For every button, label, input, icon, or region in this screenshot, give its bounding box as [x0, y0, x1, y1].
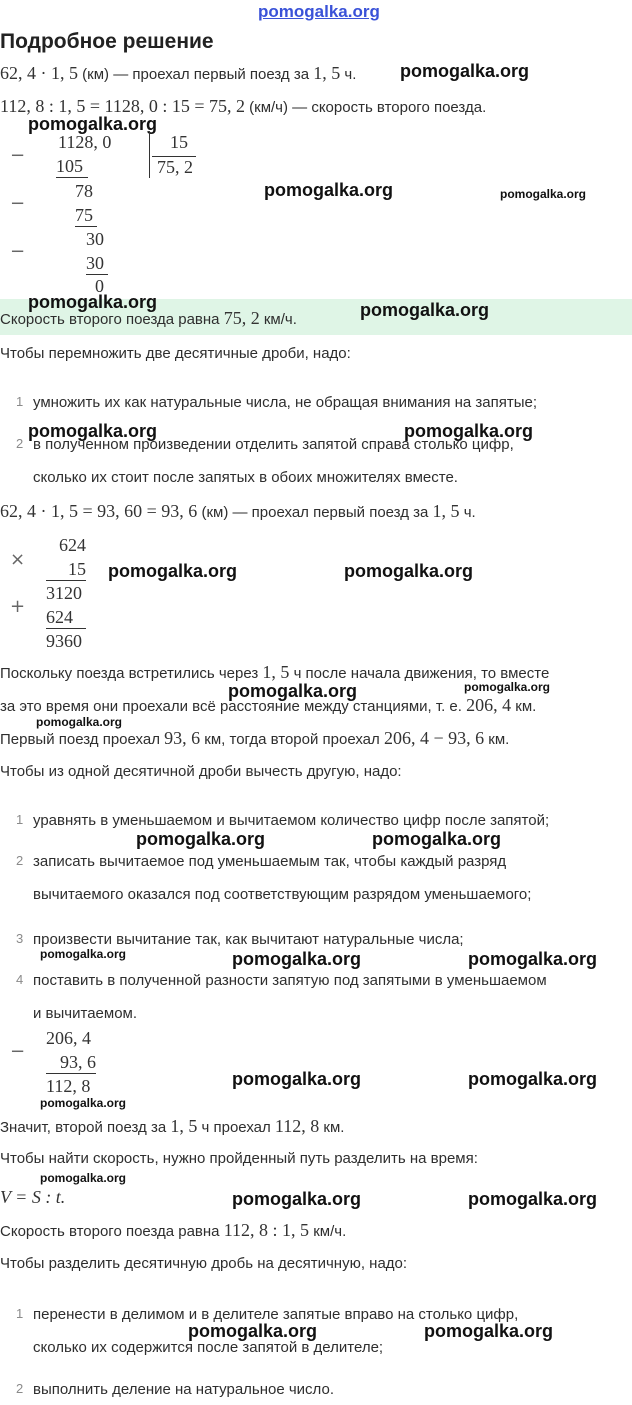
rule-sub-step-4-cont: и вычитаемом.	[33, 1005, 138, 1022]
watermark: pomogalka.org	[468, 1069, 598, 1089]
division-remainder-final: 0	[95, 276, 104, 296]
rule-sub-step-1: уравнять в уменьшаемом и вычитаемом количество цифр после запятой;	[33, 812, 550, 829]
watermark: pomogalka.org	[360, 300, 490, 320]
division-bracket	[149, 132, 150, 178]
line-first-train: 62, 4 · 1, 5 (км) — проехал первый поезд за 1, 5 ч.	[0, 63, 357, 83]
sub-subtrahend: 93, 6	[46, 1052, 96, 1074]
watermark: pomogalka.org	[28, 114, 158, 134]
division-quotient: 75, 2	[157, 157, 193, 177]
rule-div-step-1: перенести в делимом и в делителе запятые вправо на столько цифр,	[33, 1306, 519, 1323]
watermark: pomogalka.org	[344, 561, 474, 581]
watermark: pomogalka.org	[108, 561, 238, 581]
sub-result: 112, 8	[46, 1076, 91, 1096]
watermark: pomogalka.org	[188, 1321, 318, 1341]
rule-sub-step-3: произвести вычитание так, как вычитают натуральные числа;	[33, 931, 464, 948]
watermark: pomogalka.org	[40, 1096, 127, 1110]
rule-sub-step-2-cont: вычитаемого оказался под соответствующим разрядом уменьшаемого;	[33, 886, 532, 903]
watermark: pomogalka.org	[28, 421, 158, 441]
watermark: pomogalka.org	[232, 1069, 362, 1089]
watermark: pomogalka.org	[36, 715, 123, 729]
watermark: pomogalka.org	[468, 949, 598, 969]
mult-factor-b: 15	[46, 559, 86, 581]
step-number: 1	[16, 394, 24, 409]
line-second-speed-expr: Скорость второго поезда равна 112, 8 : 1, 5 км/ч.	[0, 1220, 347, 1240]
division-remainder-1: 78	[75, 181, 93, 201]
minus-sign: −	[10, 193, 26, 214]
watermark: pomogalka.org	[28, 292, 158, 312]
watermark: pomogalka.org	[372, 829, 502, 849]
step-number: 1	[16, 1306, 24, 1321]
sub-minuend: 206, 4	[46, 1028, 91, 1048]
watermark: pomogalka.org	[228, 681, 358, 701]
line-distance: Первый поезд проехал 93, 6 км, тогда второй проехал 206, 4 − 93, 6 км.	[0, 728, 510, 748]
watermark: pomogalka.org	[40, 947, 127, 961]
line-second-distance: Значит, второй поезд за 1, 5 ч проехал 112, 8 км.	[0, 1116, 345, 1136]
rule-mult-intro: Чтобы перемножить две десятичные дроби, надо:	[0, 345, 351, 362]
minus-sign: −	[10, 241, 26, 262]
rule-sub-intro: Чтобы из одной десятичной дроби вычесть другую, надо:	[0, 763, 402, 780]
mult-partial-1: 3120	[46, 583, 82, 603]
rule-div-step-1-cont: сколько их содержится после запятой в делителе;	[33, 1339, 384, 1356]
para-meet-line-1: Поскольку поезда встретились через 1, 5 ч после начала движения, то вместе	[0, 662, 550, 682]
rule-mult-step-2-cont: сколько их стоит после запятых в обоих множителях вместе.	[33, 469, 458, 486]
step-number: 2	[16, 436, 24, 451]
watermark: pomogalka.org	[264, 180, 394, 200]
step-number: 2	[16, 1381, 24, 1396]
watermark: pomogalka.org	[40, 1171, 127, 1185]
watermark: pomogalka.org	[136, 829, 266, 849]
division-subtrahend-2: 75	[75, 205, 97, 227]
plus-sign: +	[10, 596, 26, 617]
division-dividend: 1128, 0	[58, 132, 112, 152]
division-subtrahend-3: 30	[86, 253, 108, 275]
watermark: pomogalka.org	[424, 1321, 554, 1341]
rule-mult-step-1: умножить их как натуральные числа, не обращая внимания на запятые;	[33, 394, 538, 411]
rule-div-step-2: выполнить деление на натуральное число.	[33, 1381, 334, 1398]
mult-factor-a: 624	[59, 535, 86, 555]
division-remainder-2: 30	[86, 229, 104, 249]
division-divisor: 15	[170, 132, 188, 152]
rule-sub-step-4: поставить в полученной разности запятую под запятыми в уменьшаемом	[33, 972, 547, 989]
rule-div-intro: Чтобы разделить десятичную дробь на десятичную, надо:	[0, 1255, 408, 1272]
line-second-speed: 112, 8 : 1, 5 = 1128, 0 : 15 = 75, 2 (км/ч) — скорость второго поезда.	[0, 96, 487, 116]
step-number: 4	[16, 972, 24, 987]
watermark: pomogalka.org	[232, 1189, 362, 1209]
mult-result: 9360	[46, 631, 82, 651]
step-number: 3	[16, 931, 24, 946]
step-number: 2	[16, 853, 24, 868]
page-title: Подробное решение	[0, 30, 214, 53]
para-meet-line-2: за это время они проехали всё расстояние между станциями, т. е. 206, 4 км.	[0, 695, 537, 715]
watermark: pomogalka.org	[404, 421, 534, 441]
watermark: pomogalka.org	[400, 61, 530, 81]
minus-sign: −	[10, 145, 26, 166]
times-sign: ×	[10, 549, 26, 570]
mult-partial-2: 624	[46, 607, 86, 629]
speed-rule: Чтобы найти скорость, нужно пройденный путь разделить на время:	[0, 1150, 478, 1167]
watermark: pomogalka.org	[232, 949, 362, 969]
watermark: pomogalka.org	[464, 680, 551, 694]
rule-sub-step-2: записать вычитаемое под уменьшаемым так, чтобы каждый разряд	[33, 853, 507, 870]
watermark: pomogalka.org	[500, 187, 587, 201]
watermark-top: pomogalka.org	[258, 2, 380, 21]
division-subtrahend: 105	[56, 156, 88, 178]
formula: V = S : t.	[0, 1187, 66, 1207]
watermark: pomogalka.org	[468, 1189, 598, 1209]
rule-mult-step-2: в полученном произведении отделить запятой справа столько цифр,	[33, 436, 514, 453]
result-speed: Скорость второго поезда равна 75, 2 км/ч.	[0, 308, 297, 328]
step-number: 1	[16, 812, 24, 827]
minus-sign: −	[10, 1041, 26, 1062]
line-first-train-result: 62, 4 · 1, 5 = 93, 60 = 93, 6 (км) — проехал первый поезд за 1, 5 ч.	[0, 501, 476, 521]
